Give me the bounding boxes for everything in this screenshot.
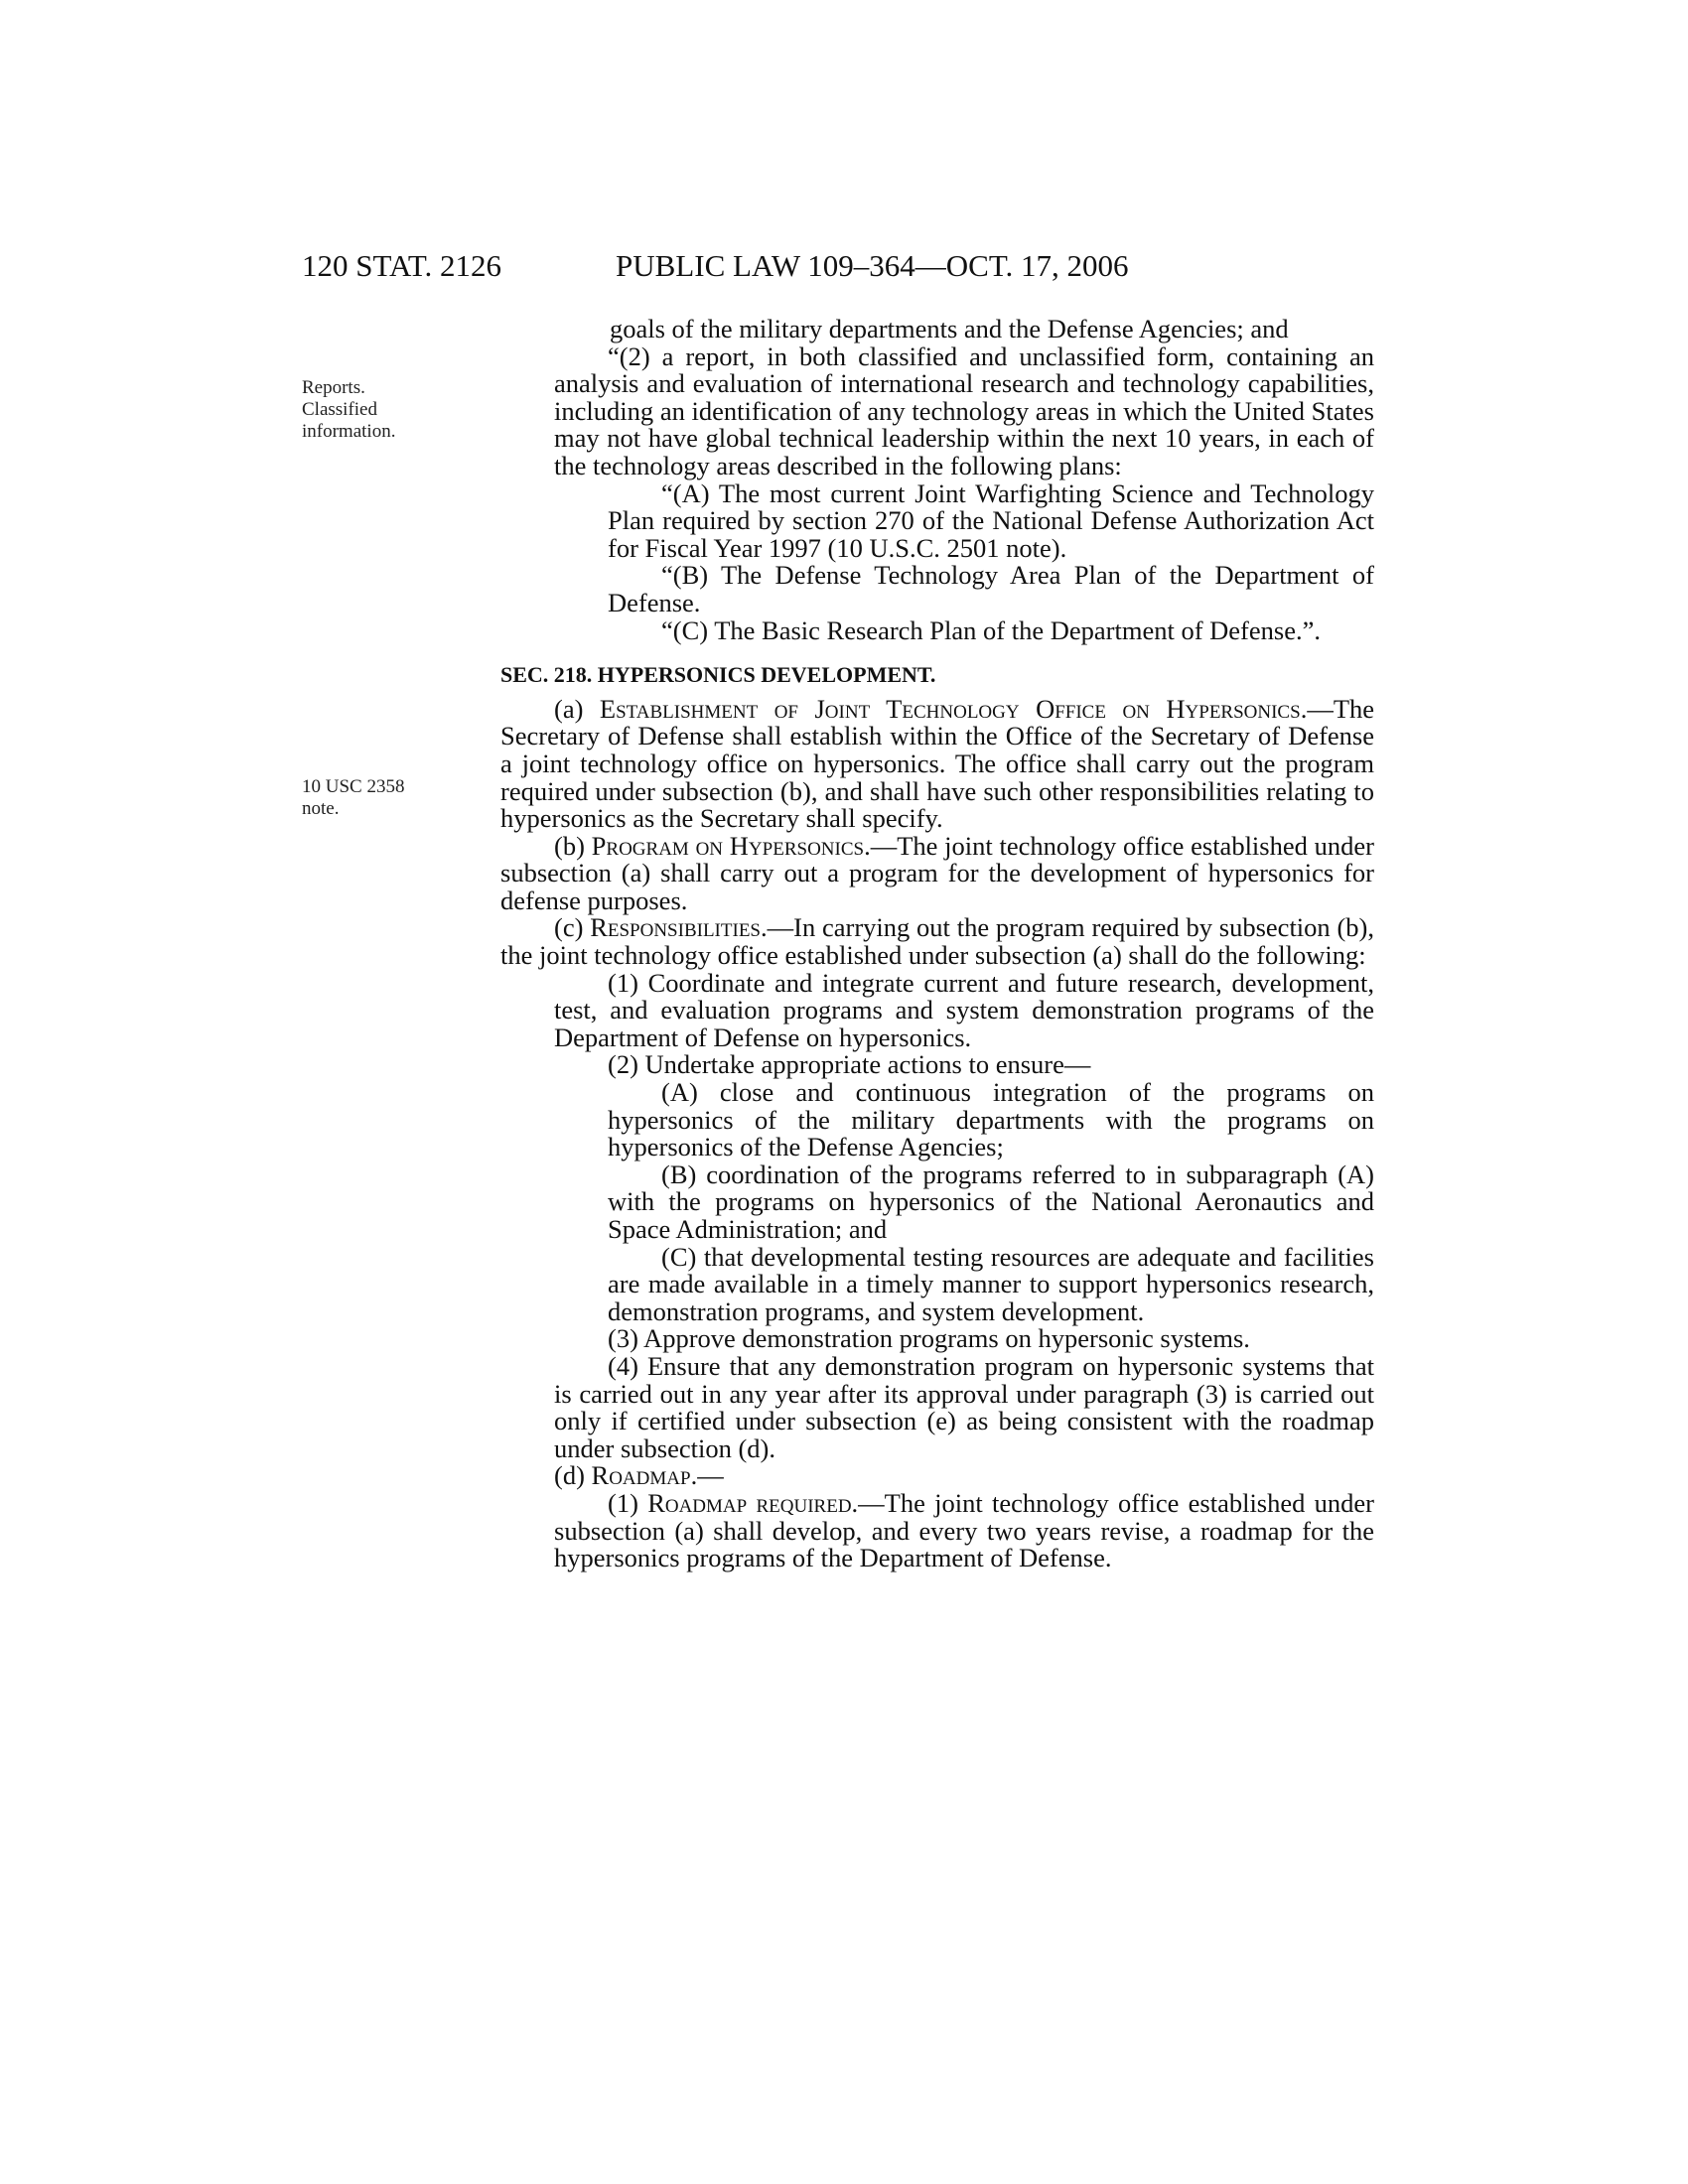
subsection-c-label: (c): [554, 912, 591, 943]
paragraph-c2B: (B) coordination of the programs referred to in subparagraph (A) with the programs on hypersonics of the National Aeronautics and Space Administration; and: [608, 1159, 1374, 1244]
subsection-c-text: .—In carrying out the program required by subsection (b), the joint technology office established under subsection (a) shall do the following:: [500, 912, 1374, 971]
subsection-b: [500, 830, 1374, 915]
subsection-c-heading: Responsibilities: [590, 912, 761, 943]
subsection-a: [500, 693, 1375, 834]
paragraph-c2: (2) Undertake appropriate actions to ensure—: [608, 1049, 1091, 1080]
subsection-b-heading: Program on Hypersonics: [591, 830, 865, 861]
paragraph-c1: (1) Coordinate and integrate current and future research, development, test, and evaluation programs and system demonstration programs of the Department of Defense on hypersonics.: [554, 967, 1374, 1052]
subsection-a-heading: Establishment of Joint Technology Office on Hypersonics: [599, 693, 1301, 724]
paragraph-d1-text: .—The joint technology office established under subsection (a) shall develop, and every two years revise, a roadmap for the hypersonics programs of the Department of Defense.: [554, 1487, 1374, 1573]
margin-note-usc: 10 USC 2358 note.: [302, 776, 405, 819]
subsection-c: [500, 914, 1374, 969]
paragraph-c2A: (A) close and continuous integration of the programs on hypersonics of the military departments with the programs on hypersonics of the Defense Agencies;: [608, 1077, 1374, 1162]
paragraph-c3: (3) Approve demonstration programs on hypersonic systems.: [608, 1323, 1250, 1354]
section-heading: SEC. 218. HYPERSONICS DEVELOPMENT.: [500, 662, 936, 688]
paragraph-2-report: “(2) a report, in both classified and unclassified form, containing an analysis and evaluation of international research and technology capabilities, including an identification of any technology areas in which the United States may not have global technical leadership within the next 10 years, in each of the technology areas described in the following plans:: [554, 341, 1374, 480]
paragraph-d1-heading: Roadmap required: [647, 1487, 852, 1518]
paragraph-c2C: (C) that developmental testing resources are adequate and facilities are made available in a timely manner to support hypersonics research, demonstration programs, and system development.: [608, 1241, 1374, 1326]
paragraph-goals: goals of the military departments and the Defense Agencies; and: [610, 314, 1289, 343]
subsection-d-text: .—: [690, 1460, 724, 1491]
running-head: PUBLIC LAW 109–364—OCT. 17, 2006: [616, 248, 1129, 283]
subsection-b-label: (b): [554, 830, 592, 861]
paragraph-2A: “(A) The most current Joint Warfighting Science and Technology Plan required by section 270 of the National Defense Authorization Act for Fiscal Year 1997 (10 U.S.C. 2501 note).: [608, 478, 1374, 563]
subsection-a-text: .—The Secretary of Defense shall establish within the Office of the Secretary of Defense a joint technology office on hypersonics. The office shall carry out the program required under subsection (b), and shall have such other responsibilities relating to hypersonics as the Secretary shall specify.: [500, 693, 1375, 834]
subsection-b-text: .—The joint technology office established under subsection (a) shall carry out a program for the development of hypersonics for defense purposes.: [500, 830, 1374, 915]
subsection-d: [500, 1462, 1374, 1490]
subsection-d-heading: Roadmap: [591, 1460, 691, 1491]
paragraph-d1: [500, 1487, 1374, 1573]
subsection-a-label: (a): [554, 693, 600, 724]
paragraph-d1-label: (1): [608, 1487, 648, 1518]
paragraph-2B: “(B) The Defense Technology Area Plan of the Department of Defense.: [608, 560, 1374, 617]
body-text: [500, 316, 1374, 1572]
paragraph-2C: “(C) The Basic Research Plan of the Department of Defense.”.: [661, 614, 1321, 645]
paragraph-c4: (4) Ensure that any demonstration program on hypersonic systems that is carried out in any year after its approval under paragraph (3) is carried out only if certified under subsection (e) as being consistent with the roadmap under subsection (d).: [554, 1350, 1374, 1463]
subsection-d-label: (d): [554, 1460, 592, 1491]
page-number: 120 STAT. 2126: [302, 248, 502, 283]
margin-note-reports: Reports. Classified information.: [302, 377, 396, 442]
